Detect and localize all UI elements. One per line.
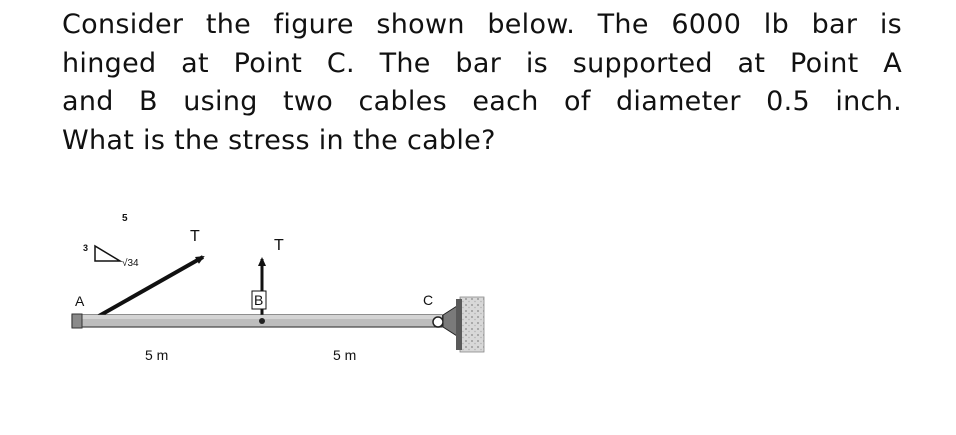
- point-label-c: C: [423, 292, 434, 308]
- hinge-bracket: [443, 306, 457, 336]
- slope-vertical-label: 3: [83, 243, 89, 253]
- hinge-c: [433, 297, 484, 352]
- hinge-plate: [456, 299, 462, 350]
- beam-figure: [62, 195, 502, 375]
- slope-horizontal-label: √34: [122, 258, 139, 269]
- beam-highlight: [72, 315, 442, 319]
- question-text: [62, 6, 902, 160]
- beam-end-a: [72, 314, 82, 328]
- span-label-ab: 5 m: [145, 347, 169, 363]
- question-line-4: What is the stress in the cable?: [62, 124, 496, 156]
- span-label-bc: 5 m: [333, 347, 357, 363]
- beam-diagram: [62, 195, 502, 375]
- wall-support: [460, 297, 484, 352]
- point-label-b: B: [254, 292, 264, 308]
- pin-b: [259, 318, 265, 324]
- question-line-2: hinged at Point C. The bar is supported at Point A: [62, 47, 902, 79]
- tension-label-a: T: [190, 228, 200, 245]
- tension-label-b: T: [274, 237, 284, 254]
- point-label-a: A: [75, 293, 85, 309]
- question-line-3: and B using two cables each of diameter 0.5 inch.: [62, 86, 902, 117]
- slope-hypotenuse-label: 5: [122, 213, 128, 224]
- hinge-pin: [433, 317, 443, 327]
- slope-triangle-shape: [95, 246, 120, 261]
- question-line-1: Consider the figure shown below. The 6000 lb bar is: [62, 9, 902, 40]
- slope-triangle: [83, 213, 139, 269]
